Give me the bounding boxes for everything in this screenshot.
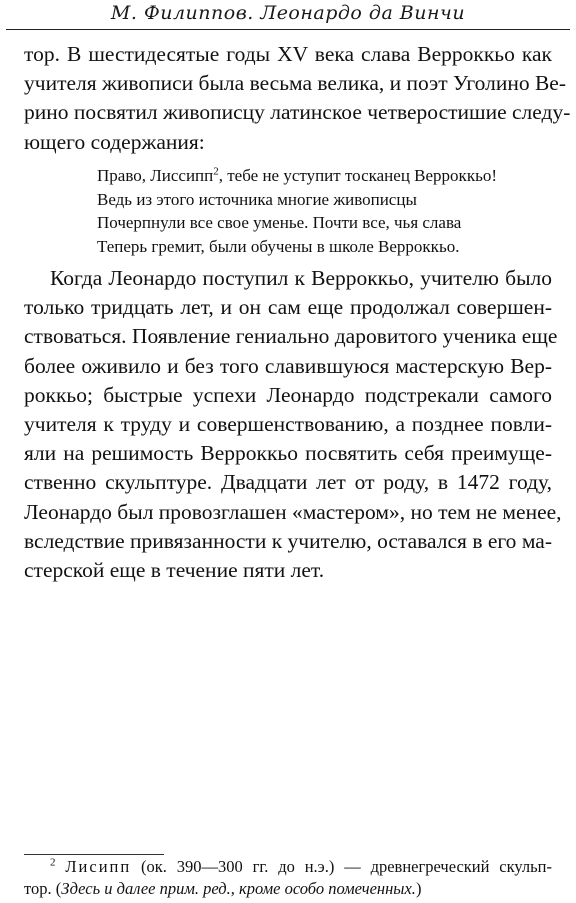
footnote-number: 2 — [50, 856, 56, 869]
paragraph-main — [24, 264, 562, 585]
poem-line: Ведь из этого источника многие живописцы — [97, 189, 417, 209]
footnote-rule — [24, 854, 164, 855]
footnote-line — [24, 878, 552, 900]
running-head: М. Филиппов. Леонардо да Винчи — [110, 2, 466, 24]
poem-line-start: Право, Лиссипп — [97, 166, 214, 185]
poem-line — [97, 164, 497, 188]
text-line: только тридцать лет, и он сам еще продолжал совершен- — [24, 295, 552, 320]
header-rule — [6, 29, 570, 30]
text-line: тор. В шестидесятые годы XV века слава Верроккьо как — [24, 42, 552, 66]
poem-line-end: , тебе не уступит тосканец Верроккьо! — [218, 166, 497, 185]
poem-line: Почерпнули все свое уменье. Почти все, чья слава — [97, 213, 462, 232]
footnote — [24, 856, 552, 900]
paragraph-continuation — [24, 40, 571, 157]
text-line: более оживило и без того славившуюся мастерскую Вер- — [24, 353, 552, 378]
text-line: роккьо; быстрые успехи Леонардо подстрекали самого — [24, 382, 552, 407]
footnote-line — [24, 856, 552, 878]
footnote-text: тор. ( — [24, 879, 62, 898]
poem-line: Теперь гремит, были обучены в школе Верроккьо. — [97, 236, 460, 256]
poem-quote — [97, 164, 497, 258]
text-line: ствоваться. Появление гениально даровитого ученика еще — [24, 324, 558, 349]
text-line: учителя живописи была весьма велика, и поэт Уголино Ве- — [24, 71, 567, 96]
footnote-text: ) — [415, 879, 422, 898]
text-line: стерской еще в течение пяти лет. — [24, 558, 325, 583]
text-line: ственно скульптуре. Двадцати лет от роду, в 1472 году, — [24, 470, 552, 495]
text-line: Леонардо был провозглашен «мастером», но тем не менее, — [24, 499, 562, 524]
text-line: рино посвятил живописцу латинское четверостишие следу- — [24, 100, 571, 125]
text-line: ющего содержания: — [24, 129, 205, 154]
text-line: вследствие привязанности к учителю, оставался в его ма- — [24, 528, 552, 553]
footnote-text: (ок. 390—300 гг. до н.э.) — древнегреческий скульп- — [131, 857, 553, 876]
text-line: Когда Леонардо поступил к Верроккьо, учителю было — [50, 266, 552, 290]
text-line: яли на решимость Верроккьо посвятить себя преимуще- — [24, 441, 552, 466]
footnote-term: Лисипп — [65, 857, 132, 876]
text-line: учителя к труду и совершенствованию, а позднее повли- — [24, 412, 552, 437]
footnote-editor-note: Здесь и далее прим. ред., кроме особо помеченных. — [61, 879, 416, 898]
footnote-reference: 2 — [213, 165, 219, 178]
